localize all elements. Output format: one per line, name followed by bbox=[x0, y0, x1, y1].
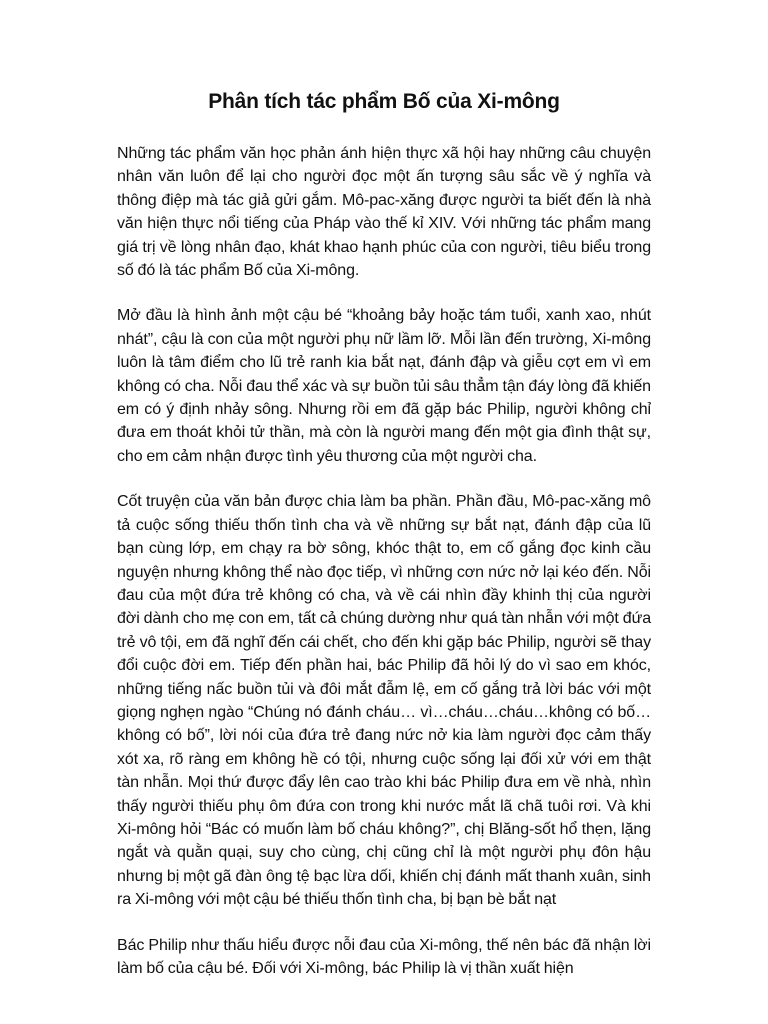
paragraph-plot: Cốt truyện của văn bản được chia làm ba phần. Phần đầu, Mô-pac-xăng mô tả cuộc sống thiếu thốn tình cha và về những sự bắt nạt, đánh đập của lũ bạn cùng lớp, em chạy ra bờ sông, khóc thật to, em cố gắng đọc kinh cầu nguyện nhưng không thể nào đọc tiếp, vì những cơn nức nở lại kéo đến. Nỗi đau của một đứa trẻ không có cha, và về cái nhìn đầy khinh thị của người đời dành cho mẹ con em, tất cả chúng dường như quá tàn nhẫn với một đứa trẻ vô tội, em đã nghĩ đến cái chết, cho đến khi gặp bác Philip, người sẽ thay đổi cuộc đời em. Tiếp đến phần hai, bác Philip đã hỏi lý do vì sao em khóc, những tiếng nấc buồn tủi và đôi mắt đẫm lệ, em cố gắng trả lời bác với một giọng nghẹn ngào “Chúng nó đánh cháu… vì…cháu…cháu…không có bố…không có bố”, lời nói của đứa trẻ đang nức nở kia làm người đọc cảm thấy xót xa, rõ ràng em không hề có tội, nhưng cuộc sống lại đối xử với em thật tàn nhẫn. Mọi thứ được đẩy lên cao trào khi bác Philip đưa em về nhà, nhìn thấy người thiếu phụ ôm đứa con trong khi nước mắt lã chã tuôi rơi. Và khi Xi-mông hỏi “Bác có muốn làm bố cháu không?”, chị Blăng-sốt hổ thẹn, lặng ngắt và quằn quại, suy cho cùng, chị cũng chỉ là một người phụ đôn hậu nhưng bị một gã đàn ông tệ bạc lừa dối, khiến chị đánh mất thanh xuân, sinh ra Xi-mông với một cậu bé thiếu thốn tình cha, bị bạn bè bắt nạt bbox=[117, 493, 651, 909]
document-body bbox=[117, 142, 651, 1002]
paragraph-philip: Bác Philip như thấu hiểu được nỗi đau của Xi-mông, thế nên bác đã nhận lời làm bố của cậu bé. Đối với Xi-mông, bác Philip là vị thần xuất hiện bbox=[117, 936, 651, 977]
paragraph-opening: Mở đầu là hình ảnh một cậu bé “khoảng bảy hoặc tám tuổi, xanh xao, nhút nhát”, cậu là con của một người phụ nữ lầm lỡ. Mỗi lần đến trường, Xi-mông luôn là tâm điểm cho lũ trẻ ranh kia bắt nạt, đánh đập và giễu cợt em vì em không có cha. Nỗi đau thể xác và sự buồn tủi sâu thẳm tận đáy lòng đã khiến em có ý định nhảy sông. Nhưng rồi em đã gặp bác Philip, người không chỉ đưa em thoát khỏi tử thần, mà còn là người mang đến một gia đình thật sự, cho em cảm nhận được tình yêu thương của một người cha. bbox=[117, 307, 651, 465]
document-title: Phân tích tác phẩm Bố của Xi-mông bbox=[208, 90, 560, 113]
paragraph-intro: Những tác phẩm văn học phản ánh hiện thực xã hội hay những câu chuyện nhân văn luôn để lại cho người đọc một ấn tượng sâu sắc về ý nghĩa và thông điệp mà tác giả gửi gắm. Mô-pac-xăng được người ta biết đến là nhà văn hiện thực nổi tiếng của Pháp vào thế kỉ XIV. Với những tác phẩm mang giá trị về lòng nhân đạo, khát khao hạnh phúc của con người, tiêu biểu trong số đó là tác phẩm Bố của Xi-mông. bbox=[117, 145, 651, 280]
